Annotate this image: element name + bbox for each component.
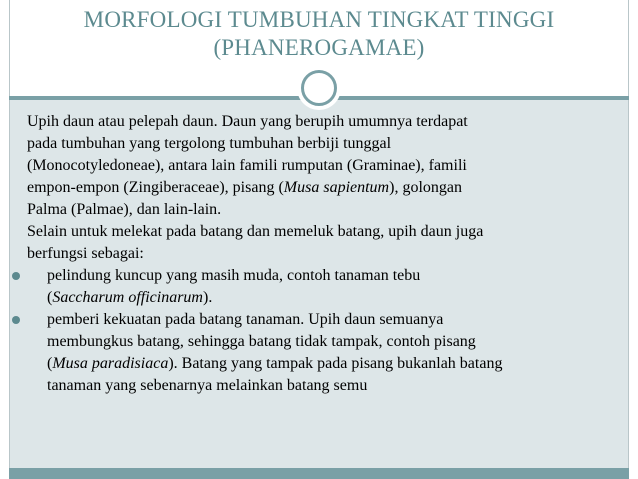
text-line	[47, 287, 617, 309]
bullet-icon	[12, 316, 20, 324]
paragraph-upih-daun	[27, 111, 617, 221]
species-name: Musa paradisiaca	[52, 355, 169, 372]
text-line: Palma (Palmae), dan lain-lain.	[27, 201, 222, 218]
slide-title	[9, 6, 629, 62]
text-line: tanaman yang sebenarnya melainkan batang semu	[47, 377, 368, 394]
circle-ornament-icon	[301, 70, 337, 106]
list-item	[27, 309, 617, 397]
title-line-1: MORFOLOGI TUMBUHAN TINGKAT TINGGI	[83, 7, 555, 32]
species-name: Musa sapientum	[283, 179, 390, 196]
text-line: pemberi kekuatan pada batang tanaman. Upih daun semuanya	[47, 311, 444, 328]
text-line: membungkus batang, sehingga batang tidak tampak, contoh pisang	[47, 333, 476, 350]
text-segment: (	[47, 289, 53, 306]
slide-body	[27, 111, 617, 397]
bullet-icon	[12, 272, 20, 280]
paragraph-fungsi	[27, 221, 617, 265]
text-line: Upih daun atau pelepah daun. Daun yang berupih umumnya terdapat	[27, 113, 468, 130]
text-segment: ), golongan	[389, 179, 462, 196]
text-line: (Monocotyledoneae), antara lain famili rumputan (Graminae), famili	[27, 157, 467, 174]
text-segment: ).	[202, 289, 213, 306]
text-line: Selain untuk melekat pada batang dan memeluk batang, upih daun juga	[27, 223, 484, 240]
text-line: berfungsi sebagai:	[27, 245, 144, 262]
text-segment: (	[47, 355, 53, 372]
text-line: pelindung kuncup yang masih muda, contoh tanaman tebu	[47, 267, 421, 284]
title-line-2: (PHANEROGAMAE)	[213, 35, 425, 60]
text-segment: ). Batang yang tampak pada pisang bukanlah batang	[168, 355, 503, 372]
text-line	[27, 177, 617, 199]
text-segment: empon-empon (Zingiberaceae), pisang (	[27, 179, 284, 196]
footer-bar	[9, 468, 629, 479]
species-name: Saccharum officinarum	[52, 289, 203, 306]
list-item	[27, 265, 617, 309]
text-line	[47, 353, 617, 375]
text-line: pada tumbuhan yang tergolong tumbuhan berbiji tunggal	[27, 135, 392, 152]
